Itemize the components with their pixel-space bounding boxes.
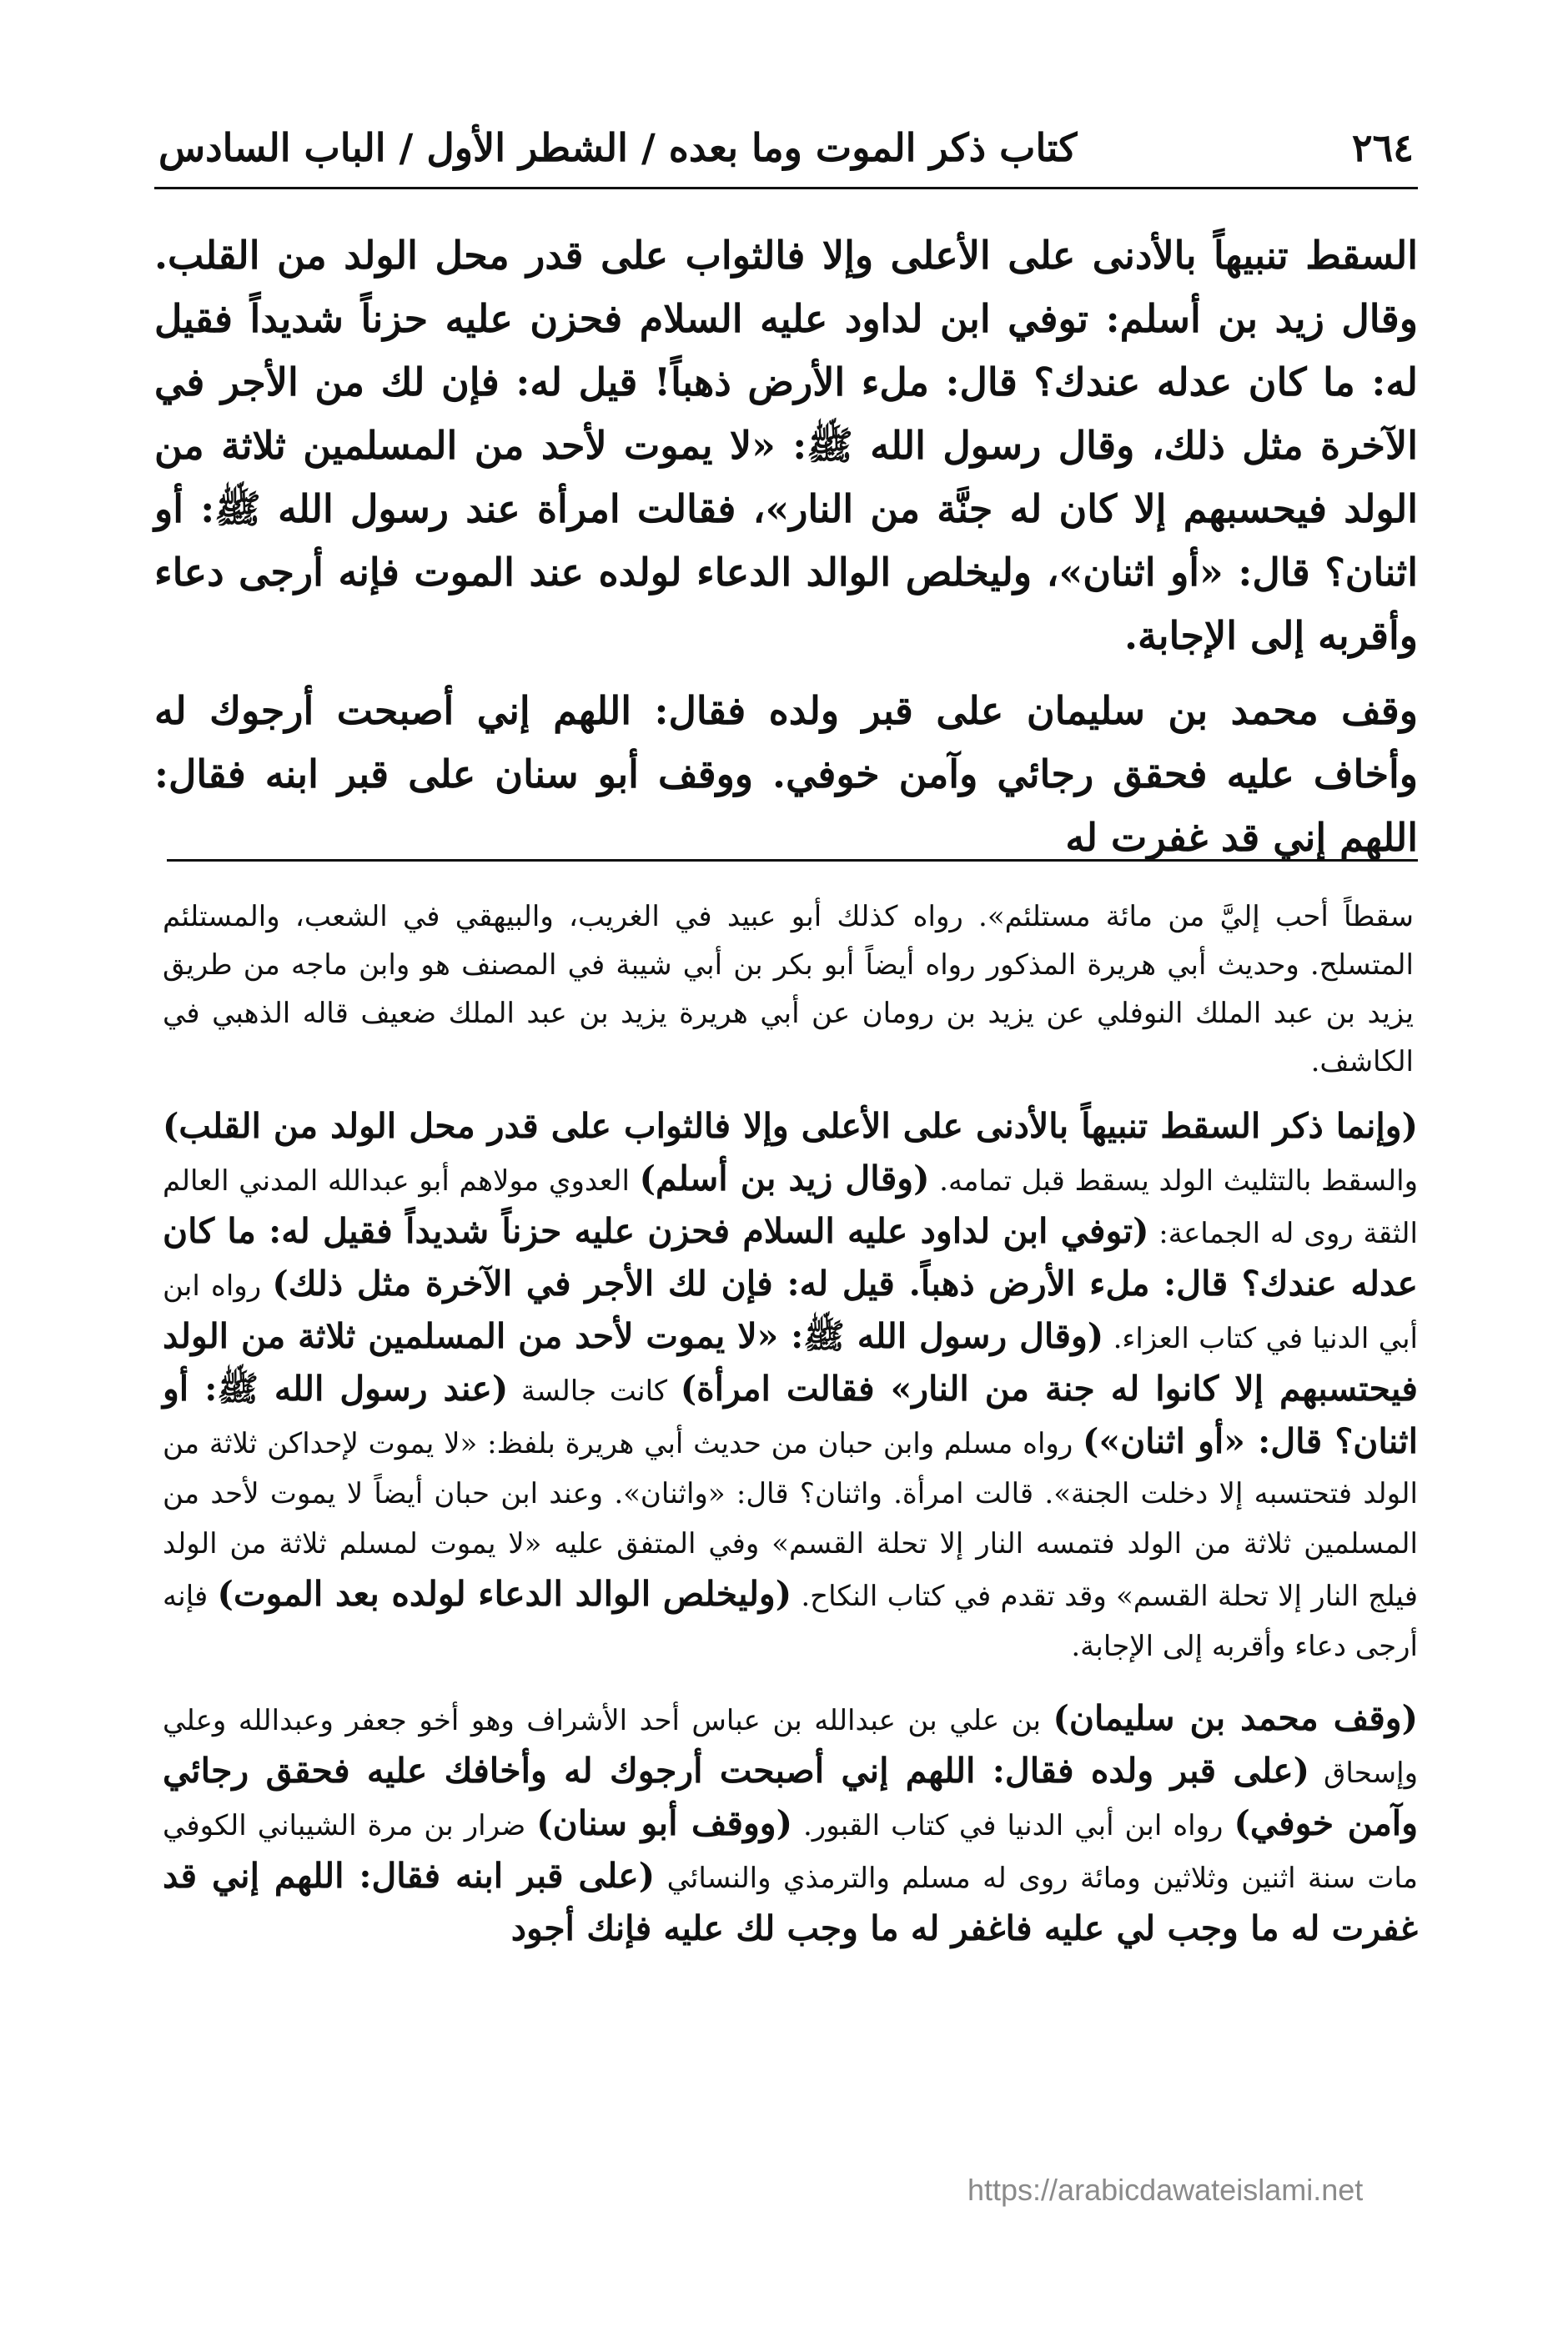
commentary-text: العدوي مولاهم أبو عبدالله المدني العالم الثقة روى له الجماعة: — [163, 1164, 1418, 1250]
commentary — [163, 1101, 1418, 1956]
quoted-text: (وقف محمد بن سليمان) — [1053, 1698, 1418, 1738]
running-title: كتاب ذكر الموت وما بعده / الشطر الأول / الباب السادس — [158, 125, 1078, 170]
quoted-text: (وليخلص الوالد الدعاء لولده بعد الموت) — [217, 1574, 792, 1614]
commentary-text: والسقط بالتثليث الولد يسقط قبل تمامه. — [929, 1164, 1418, 1198]
main-text — [154, 224, 1418, 869]
quoted-text: (وقال رسول الله ﷺ: «لا يموت لأحد من المسلمين ثلاثة من الولد فيحتسبهم إلا كانوا له جنة من النار» فقالت امرأة) — [163, 1316, 1418, 1409]
main-paragraph: وقف محمد بن سليمان على قبر ولده فقال: اللهم إني أصبحت أرجوك له وأخاف عليه فحقق رجائي وآمن خوفي. ووقف أبو سنان على قبر ابنه فقال: اللهم إني قد غفرت له — [154, 688, 1418, 860]
quoted-text: (عند رسول الله ﷺ: أو اثنان؟ قال: «أو اثنان») — [163, 1369, 1418, 1461]
commentary-text: بن علي بن عبدالله بن عباس أحد الأشراف وهو أخو جعفر وعبدالله وعلي وإسحاق — [163, 1704, 1418, 1790]
commentary-text: ضرار بن مرة الشيباني الكوفي مات سنة اثنين وثلاثين ومائة روى له مسلم والترمذي والنسائي — [163, 1809, 1418, 1895]
footnote: سقطاً أحب إليَّ من مائة مستلئم». رواه كذلك أبو عبيد في الغريب، والبيهقي في الشعب، والمستلئم المتسلح. وحديث أبي هريرة المذكور رواه أيضاً أبو بكر بن أبي شيبة في المصنف هو وابن ماجه من طريق يزيد بن عبد الملك النوفلي عن يزيد بن رومان عن أبي هريرة يزيد بن عبد الملك ضعيف قاله الذهبي في الكاشف. — [163, 900, 1414, 1078]
commentary-text: رواه ابن أبي الدنيا في كتاب القبور. — [792, 1809, 1234, 1842]
running-header — [158, 125, 1414, 183]
footnote-separator — [167, 859, 1418, 862]
commentary-text: رواه ابن أبي الدنيا في كتاب العزاء. — [163, 1269, 1418, 1355]
main-paragraph: السقط تنبيهاً بالأدنى على الأعلى وإلا فالثواب على قدر محل الولد من القلب. وقال زيد بن أسلم: توفي ابن لداود عليه السلام فحزن عليه حزناً شديداً فقيل له: ما كان عدله عندك؟ قال: ملء الأرض ذهباً! قيل له: فإن لك من الأجر في الآخرة مثل ذلك، وقال رسول الله ﷺ: «لا يموت لأحد من المسلمين ثلاثة من الولد فيحسبهم إلا كان له جنَّة من النار»، فقالت امرأة عند رسول الله ﷺ: أو اثنان؟ قال: «أو اثنان»، وليخلص الوالد الدعاء لولده عند الموت فإنه أرجى دعاء وأقربه إلى الإجابة. — [154, 233, 1418, 658]
commentary-paragraph — [163, 1101, 1418, 1671]
quoted-text: (على قبر ولده فقال: اللهم إني أصبحت أرجوك له وأخافك عليه فحقق رجائي وآمن خوفي) — [163, 1751, 1418, 1843]
quoted-text: (توفي ابن لداود عليه السلام فحزن عليه حزناً شديداً فقيل له: ما كان عدله عندك؟ قال: ملء الأرض ذهباً. قيل له: فإن لك الأجر في الآخرة مثل ذلك) — [163, 1211, 1418, 1304]
quoted-text: (ووقف أبو سنان) — [536, 1803, 792, 1843]
commentary-text: فإنه أرجى دعاء وأقربه إلى الإجابة. — [163, 1580, 1418, 1663]
quoted-text: (على قبر ابنه فقال: اللهم إني قد غفرت له ما وجب لي عليه فاغفر له ما وجب لك عليه فإنك أجود — [163, 1856, 1418, 1948]
commentary-paragraph — [163, 1693, 1418, 1956]
page-number: ٢٦٤ — [1351, 125, 1414, 170]
quoted-text: (وقال زيد بن أسلم) — [639, 1158, 930, 1199]
header-rule — [154, 187, 1418, 189]
commentary-text: كانت جالسة — [508, 1375, 681, 1408]
watermark-url: https://arabicdawateislami.net — [967, 2173, 1364, 2207]
commentary-text: رواه مسلم وابن حبان من حديث أبي هريرة بلفظ: «لا يموت لإحداكن ثلاثة من الولد فتحتسبه إلا دخلت الجنة». قالت امرأة. واثنان؟ قال: «واثنان». وعند ابن حبان أيضاً لا يموت لأحد من المسلمين ثلاثة من الولد فتمسه النار إلا تحلة القسم» وفي المتفق عليه «لا يموت لمسلم ثلاثة من الولد فيلج النار إلا تحلة القسم» وقد تقدم في كتاب النكاح. — [163, 1427, 1418, 1613]
quoted-text: (وإنما ذكر السقط تنبيهاً بالأدنى على الأعلى وإلا فالثواب على قدر محل الولد من القلب) — [163, 1106, 1418, 1146]
